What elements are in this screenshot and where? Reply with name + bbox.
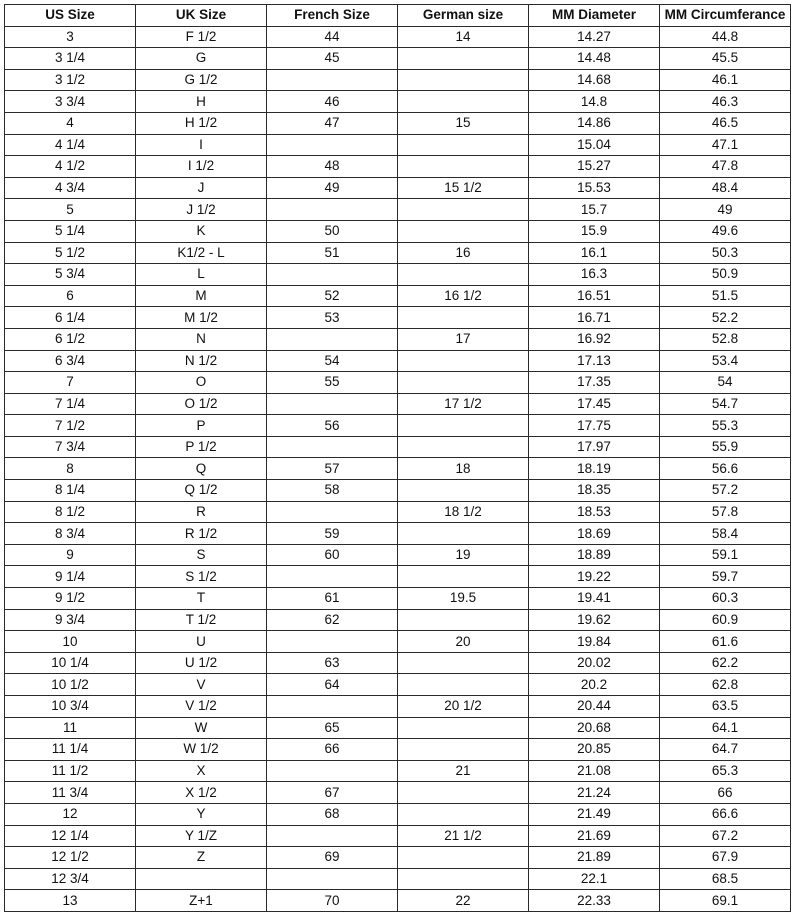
cell-mm-diameter: 14.27 [529,26,660,48]
cell-mm-diameter: 19.41 [529,588,660,610]
header-mm-circumference: MM Circumferance [660,5,791,27]
table-row [5,393,791,415]
cell-mm-circumference: 44.8 [660,26,791,48]
cell-mm-circumference: 55.9 [660,436,791,458]
cell-uk-size: W [136,717,267,739]
table-row [5,674,791,696]
cell-mm-diameter: 15.04 [529,134,660,156]
header-uk-size: UK Size [136,5,267,27]
cell-uk-size: J [136,177,267,199]
cell-mm-diameter: 18.69 [529,523,660,545]
cell-german-size: 16 [398,242,529,264]
table-row [5,501,791,523]
cell-french-size: 59 [267,523,398,545]
cell-german-size [398,782,529,804]
cell-uk-size: R [136,501,267,523]
cell-mm-circumference: 62.8 [660,674,791,696]
table-row [5,868,791,890]
cell-mm-diameter: 18.35 [529,480,660,502]
cell-us-size: 11 [5,717,136,739]
cell-us-size: 11 1/2 [5,760,136,782]
cell-us-size: 4 1/2 [5,156,136,178]
cell-uk-size: I 1/2 [136,156,267,178]
cell-mm-circumference: 59.1 [660,544,791,566]
cell-mm-diameter: 16.92 [529,328,660,350]
cell-mm-diameter: 16.71 [529,307,660,329]
cell-german-size: 15 [398,112,529,134]
cell-german-size: 21 [398,760,529,782]
cell-german-size [398,48,529,70]
cell-german-size [398,868,529,890]
cell-uk-size: L [136,264,267,286]
cell-uk-size: Q 1/2 [136,480,267,502]
cell-mm-circumference: 63.5 [660,696,791,718]
cell-mm-circumference: 67.2 [660,825,791,847]
cell-french-size [267,436,398,458]
ring-size-table [4,4,791,912]
cell-uk-size: S 1/2 [136,566,267,588]
cell-mm-circumference: 65.3 [660,760,791,782]
cell-mm-diameter: 18.53 [529,501,660,523]
cell-mm-circumference: 68.5 [660,868,791,890]
cell-mm-circumference: 47.1 [660,134,791,156]
cell-german-size [398,717,529,739]
cell-us-size: 6 1/2 [5,328,136,350]
cell-german-size [398,674,529,696]
cell-german-size [398,847,529,869]
cell-mm-diameter: 21.49 [529,803,660,825]
cell-us-size: 8 3/4 [5,523,136,545]
cell-mm-circumference: 54 [660,372,791,394]
cell-uk-size: Z [136,847,267,869]
cell-uk-size: M 1/2 [136,307,267,329]
cell-us-size: 10 3/4 [5,696,136,718]
table-row [5,69,791,91]
cell-german-size: 19 [398,544,529,566]
cell-german-size: 19.5 [398,588,529,610]
cell-uk-size: Y 1/Z [136,825,267,847]
cell-mm-diameter: 18.89 [529,544,660,566]
cell-mm-diameter: 22.1 [529,868,660,890]
header-us-size: US Size [5,5,136,27]
cell-uk-size: R 1/2 [136,523,267,545]
table-row [5,177,791,199]
cell-french-size: 49 [267,177,398,199]
table-row [5,760,791,782]
cell-french-size: 65 [267,717,398,739]
cell-us-size: 12 [5,803,136,825]
cell-french-size [267,69,398,91]
cell-mm-diameter: 15.9 [529,220,660,242]
table-row [5,717,791,739]
cell-german-size [398,156,529,178]
ring-size-table-container [4,4,791,912]
cell-uk-size: V 1/2 [136,696,267,718]
table-row [5,328,791,350]
cell-french-size: 64 [267,674,398,696]
cell-us-size: 9 [5,544,136,566]
table-row [5,847,791,869]
cell-mm-diameter: 17.75 [529,415,660,437]
table-row [5,415,791,437]
cell-uk-size: T 1/2 [136,609,267,631]
cell-us-size: 11 3/4 [5,782,136,804]
cell-german-size [398,134,529,156]
cell-german-size: 18 1/2 [398,501,529,523]
cell-german-size [398,609,529,631]
cell-french-size [267,631,398,653]
cell-us-size: 8 1/2 [5,501,136,523]
cell-french-size: 60 [267,544,398,566]
cell-us-size: 3 3/4 [5,91,136,113]
header-french-size: French Size [267,5,398,27]
cell-french-size: 61 [267,588,398,610]
cell-french-size: 62 [267,609,398,631]
cell-mm-diameter: 17.35 [529,372,660,394]
cell-mm-circumference: 52.2 [660,307,791,329]
table-row [5,285,791,307]
table-row [5,91,791,113]
cell-mm-circumference: 64.1 [660,717,791,739]
cell-french-size [267,825,398,847]
cell-french-size: 66 [267,739,398,761]
cell-us-size: 3 1/4 [5,48,136,70]
cell-uk-size: U 1/2 [136,652,267,674]
cell-german-size: 18 [398,458,529,480]
cell-mm-diameter: 21.08 [529,760,660,782]
cell-uk-size: Z+1 [136,890,267,912]
table-row [5,739,791,761]
table-row [5,890,791,912]
cell-us-size: 12 1/2 [5,847,136,869]
cell-mm-circumference: 48.4 [660,177,791,199]
cell-german-size [398,652,529,674]
cell-german-size [398,69,529,91]
cell-mm-circumference: 45.5 [660,48,791,70]
cell-mm-circumference: 64.7 [660,739,791,761]
cell-uk-size: O 1/2 [136,393,267,415]
table-row [5,782,791,804]
cell-german-size [398,91,529,113]
cell-uk-size: X [136,760,267,782]
table-row [5,307,791,329]
cell-mm-diameter: 14.48 [529,48,660,70]
cell-us-size: 4 1/4 [5,134,136,156]
cell-french-size [267,328,398,350]
cell-uk-size: P [136,415,267,437]
cell-german-size [398,523,529,545]
cell-german-size [398,199,529,221]
cell-us-size: 6 3/4 [5,350,136,372]
cell-us-size: 10 1/2 [5,674,136,696]
table-header-row [5,5,791,27]
cell-mm-circumference: 51.5 [660,285,791,307]
table-row [5,803,791,825]
table-row [5,134,791,156]
cell-mm-circumference: 60.9 [660,609,791,631]
cell-mm-diameter: 19.22 [529,566,660,588]
cell-french-size [267,501,398,523]
cell-mm-diameter: 20.2 [529,674,660,696]
cell-us-size: 6 [5,285,136,307]
cell-german-size [398,307,529,329]
cell-uk-size: G [136,48,267,70]
cell-french-size: 51 [267,242,398,264]
cell-french-size: 50 [267,220,398,242]
cell-mm-circumference: 55.3 [660,415,791,437]
cell-uk-size: X 1/2 [136,782,267,804]
cell-german-size [398,803,529,825]
cell-uk-size: P 1/2 [136,436,267,458]
cell-uk-size: G 1/2 [136,69,267,91]
cell-us-size: 10 1/4 [5,652,136,674]
cell-uk-size: S [136,544,267,566]
cell-mm-circumference: 58.4 [660,523,791,545]
cell-us-size: 5 1/2 [5,242,136,264]
cell-mm-diameter: 17.45 [529,393,660,415]
cell-german-size: 20 [398,631,529,653]
cell-uk-size: T [136,588,267,610]
table-row [5,544,791,566]
cell-us-size: 8 1/4 [5,480,136,502]
cell-mm-circumference: 66.6 [660,803,791,825]
cell-us-size: 7 1/4 [5,393,136,415]
cell-german-size [398,566,529,588]
cell-german-size: 21 1/2 [398,825,529,847]
table-row [5,199,791,221]
cell-mm-diameter: 21.89 [529,847,660,869]
cell-mm-diameter: 17.97 [529,436,660,458]
cell-german-size: 16 1/2 [398,285,529,307]
cell-mm-circumference: 66 [660,782,791,804]
cell-uk-size: J 1/2 [136,199,267,221]
cell-french-size: 55 [267,372,398,394]
cell-mm-diameter: 14.8 [529,91,660,113]
cell-us-size: 12 1/4 [5,825,136,847]
cell-uk-size: V [136,674,267,696]
cell-mm-diameter: 21.24 [529,782,660,804]
table-row [5,112,791,134]
cell-mm-diameter: 20.85 [529,739,660,761]
cell-french-size: 48 [267,156,398,178]
cell-french-size [267,868,398,890]
cell-mm-diameter: 20.02 [529,652,660,674]
cell-mm-diameter: 21.69 [529,825,660,847]
cell-mm-diameter: 17.13 [529,350,660,372]
cell-german-size [398,436,529,458]
cell-uk-size: O [136,372,267,394]
cell-french-size [267,134,398,156]
table-row [5,458,791,480]
cell-mm-circumference: 59.7 [660,566,791,588]
cell-us-size: 7 3/4 [5,436,136,458]
cell-french-size [267,393,398,415]
cell-german-size [398,480,529,502]
cell-mm-diameter: 15.27 [529,156,660,178]
cell-mm-diameter: 15.7 [529,199,660,221]
table-row [5,588,791,610]
cell-mm-diameter: 14.86 [529,112,660,134]
cell-us-size: 5 [5,199,136,221]
cell-us-size: 4 3/4 [5,177,136,199]
cell-mm-circumference: 50.3 [660,242,791,264]
table-row [5,631,791,653]
cell-us-size: 11 1/4 [5,739,136,761]
table-row [5,350,791,372]
cell-us-size: 5 1/4 [5,220,136,242]
cell-us-size: 7 [5,372,136,394]
cell-us-size: 13 [5,890,136,912]
cell-mm-circumference: 62.2 [660,652,791,674]
cell-us-size: 8 [5,458,136,480]
table-row [5,156,791,178]
table-row [5,609,791,631]
cell-uk-size: N 1/2 [136,350,267,372]
cell-us-size: 10 [5,631,136,653]
cell-us-size: 9 1/4 [5,566,136,588]
cell-mm-diameter: 16.1 [529,242,660,264]
cell-mm-diameter: 18.19 [529,458,660,480]
cell-mm-circumference: 50.9 [660,264,791,286]
cell-mm-circumference: 57.8 [660,501,791,523]
cell-us-size: 12 3/4 [5,868,136,890]
cell-french-size [267,566,398,588]
table-row [5,523,791,545]
cell-german-size: 22 [398,890,529,912]
cell-german-size: 15 1/2 [398,177,529,199]
cell-french-size: 63 [267,652,398,674]
cell-french-size: 44 [267,26,398,48]
cell-mm-diameter: 20.44 [529,696,660,718]
cell-french-size: 54 [267,350,398,372]
cell-mm-circumference: 53.4 [660,350,791,372]
cell-uk-size: I [136,134,267,156]
cell-us-size: 4 [5,112,136,134]
cell-mm-diameter: 15.53 [529,177,660,199]
cell-german-size [398,415,529,437]
table-row [5,480,791,502]
cell-french-size: 69 [267,847,398,869]
cell-mm-circumference: 47.8 [660,156,791,178]
cell-french-size [267,264,398,286]
cell-mm-diameter: 16.3 [529,264,660,286]
cell-french-size: 58 [267,480,398,502]
table-row [5,696,791,718]
cell-uk-size [136,868,267,890]
cell-us-size: 6 1/4 [5,307,136,329]
cell-us-size: 9 1/2 [5,588,136,610]
cell-us-size: 3 1/2 [5,69,136,91]
table-row [5,436,791,458]
table-row [5,264,791,286]
cell-french-size: 56 [267,415,398,437]
cell-us-size: 3 [5,26,136,48]
cell-mm-circumference: 67.9 [660,847,791,869]
cell-us-size: 5 3/4 [5,264,136,286]
cell-mm-diameter: 16.51 [529,285,660,307]
cell-uk-size: H [136,91,267,113]
cell-german-size [398,220,529,242]
table-row [5,48,791,70]
cell-mm-circumference: 69.1 [660,890,791,912]
cell-uk-size: F 1/2 [136,26,267,48]
cell-us-size: 9 3/4 [5,609,136,631]
table-row [5,242,791,264]
cell-french-size: 68 [267,803,398,825]
cell-uk-size: M [136,285,267,307]
cell-german-size: 17 [398,328,529,350]
cell-uk-size: N [136,328,267,350]
cell-german-size [398,350,529,372]
cell-french-size: 46 [267,91,398,113]
header-mm-diameter: MM Diameter [529,5,660,27]
cell-mm-circumference: 46.5 [660,112,791,134]
cell-french-size: 47 [267,112,398,134]
cell-french-size: 67 [267,782,398,804]
cell-mm-circumference: 57.2 [660,480,791,502]
table-row [5,566,791,588]
cell-mm-circumference: 49 [660,199,791,221]
table-row [5,220,791,242]
cell-mm-circumference: 52.8 [660,328,791,350]
cell-german-size: 20 1/2 [398,696,529,718]
cell-uk-size: Y [136,803,267,825]
header-german-size: German size [398,5,529,27]
cell-mm-circumference: 60.3 [660,588,791,610]
cell-mm-circumference: 49.6 [660,220,791,242]
cell-french-size [267,696,398,718]
cell-german-size [398,264,529,286]
cell-uk-size: K1/2 - L [136,242,267,264]
cell-mm-diameter: 22.33 [529,890,660,912]
cell-german-size: 14 [398,26,529,48]
cell-uk-size: H 1/2 [136,112,267,134]
cell-uk-size: W 1/2 [136,739,267,761]
table-row [5,825,791,847]
table-body [5,26,791,911]
cell-french-size [267,760,398,782]
cell-german-size [398,739,529,761]
cell-uk-size: K [136,220,267,242]
cell-mm-circumference: 54.7 [660,393,791,415]
cell-mm-diameter: 19.84 [529,631,660,653]
table-row [5,26,791,48]
cell-uk-size: Q [136,458,267,480]
cell-german-size: 17 1/2 [398,393,529,415]
cell-us-size: 7 1/2 [5,415,136,437]
cell-french-size: 57 [267,458,398,480]
cell-mm-diameter: 19.62 [529,609,660,631]
cell-french-size: 45 [267,48,398,70]
cell-french-size: 53 [267,307,398,329]
table-row [5,652,791,674]
cell-german-size [398,372,529,394]
cell-mm-diameter: 14.68 [529,69,660,91]
cell-mm-circumference: 46.3 [660,91,791,113]
cell-french-size: 52 [267,285,398,307]
cell-mm-circumference: 46.1 [660,69,791,91]
table-row [5,372,791,394]
cell-french-size: 70 [267,890,398,912]
cell-mm-circumference: 61.6 [660,631,791,653]
cell-french-size [267,199,398,221]
cell-mm-circumference: 56.6 [660,458,791,480]
cell-uk-size: U [136,631,267,653]
cell-mm-diameter: 20.68 [529,717,660,739]
